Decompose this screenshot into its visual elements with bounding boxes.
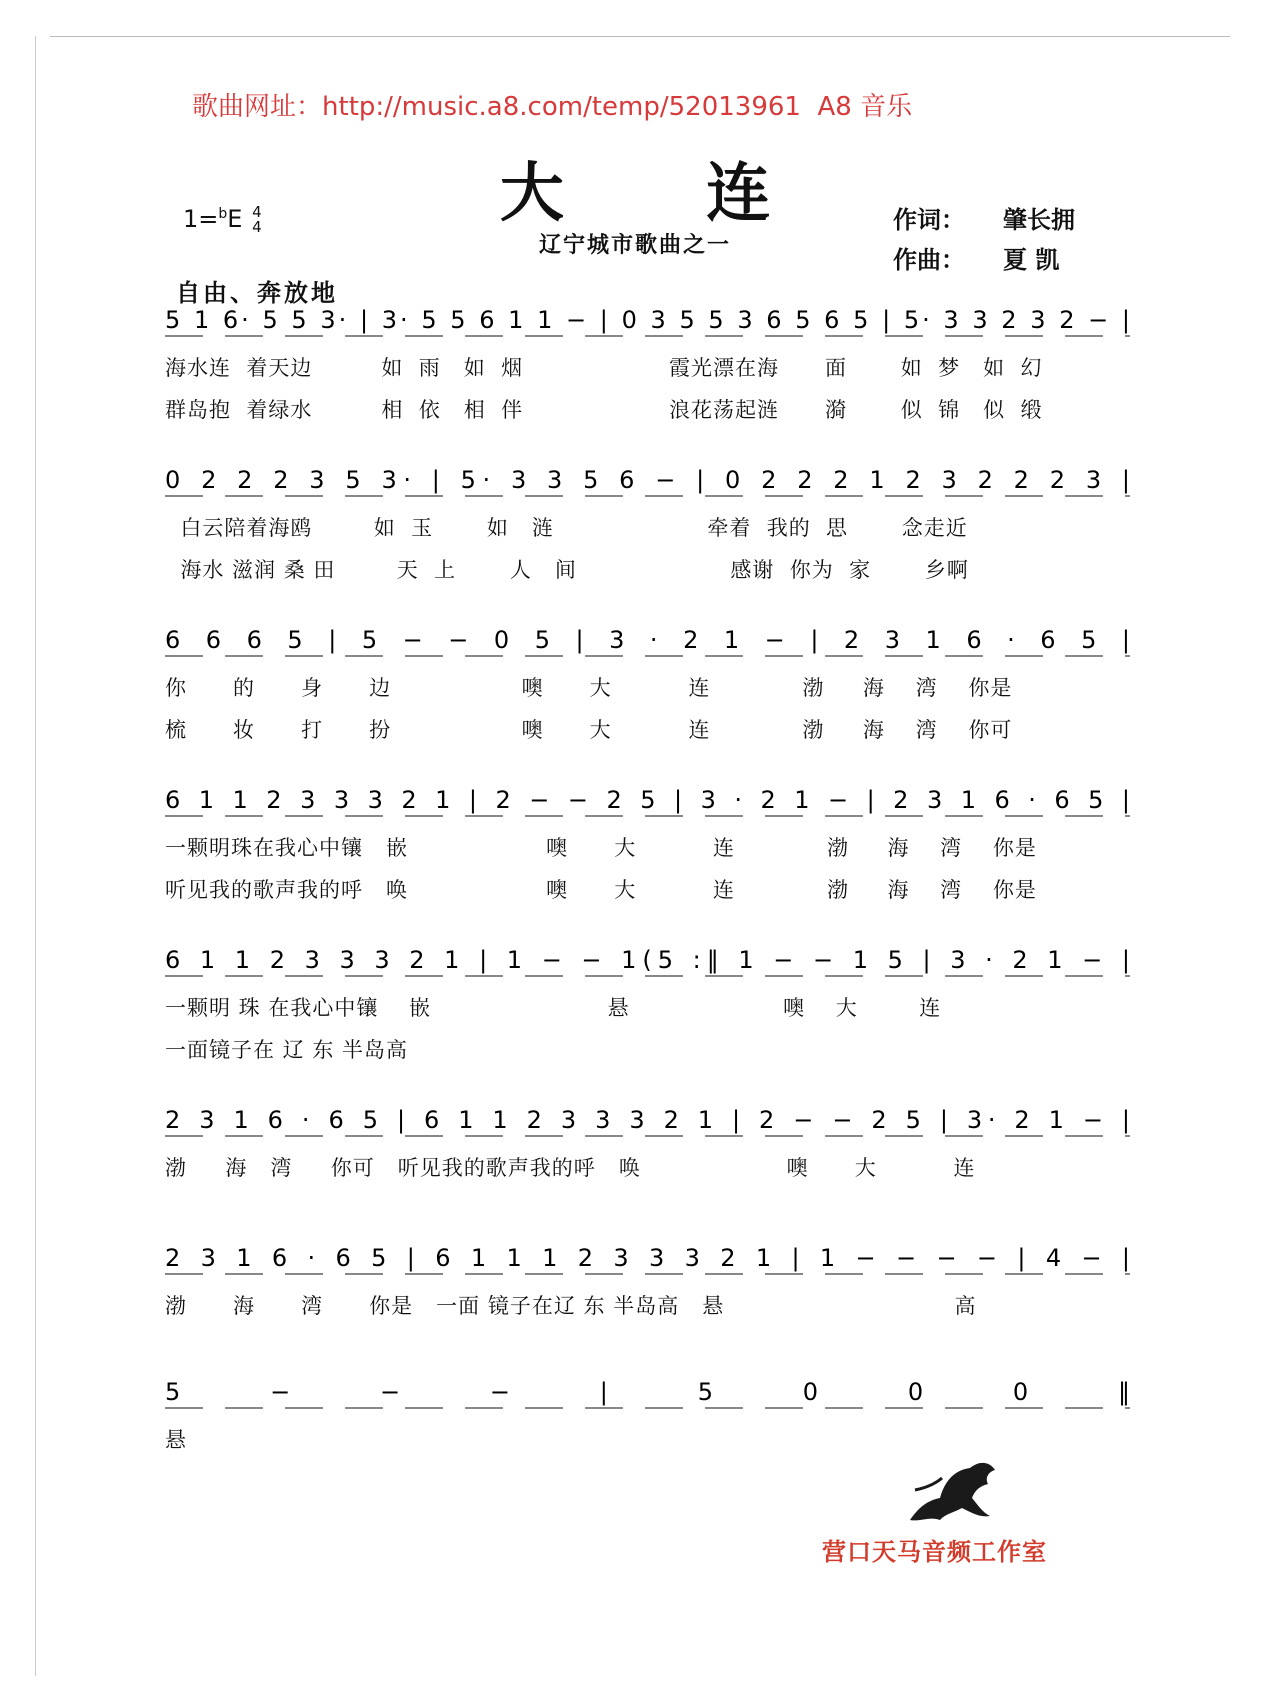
lyric-line: 一面镜子在 辽 东 半岛高: [165, 1038, 409, 1062]
lyric-line: 一颗明珠在我心中镶 嵌 噢 大 连 渤 海 湾 你是: [165, 836, 1037, 860]
notation-text: 5 − − − | 5 0 0 0 ‖: [165, 1378, 1130, 1406]
notation-svg: [165, 292, 1135, 342]
notation-line: [165, 786, 1135, 830]
notation-svg: [165, 612, 1135, 662]
song-url-line: [192, 86, 912, 123]
lyric-line: 悬: [165, 1428, 187, 1452]
page-border-left: [35, 36, 36, 1676]
key-flat: b: [218, 206, 228, 222]
url-label: 歌曲网址：: [192, 92, 323, 122]
notation-line: [165, 466, 1135, 510]
site-name: A8 音乐: [817, 92, 913, 122]
composer-label: 作曲：: [893, 245, 965, 274]
page-border-top: [50, 36, 1230, 37]
lyric-line: 渤 海 湾 你可 听见我的歌声我的呼 唤 噢 大 连: [165, 1156, 976, 1180]
score-system: [165, 1244, 1135, 1332]
notation-text: 6 1 1 2 3 3 3 2 1 | 2 − − 2 5 | 3 · 2 1 − | 2 3 1 6 · 6 5 |: [165, 786, 1130, 814]
notation-svg: [165, 1230, 1135, 1280]
lyricist-row: [893, 200, 1075, 240]
studio-name: 营口天马音频工作室: [822, 1537, 1047, 1566]
lyric-line: 梳 妆 打 扮 噢 大 连 渤 海 湾 你可: [165, 718, 1013, 742]
lyric-line: 你 的 身 边 噢 大 连 渤 海 湾 你是: [165, 676, 1013, 700]
lyric-line: 渤 海 湾 你是 一面 镜子在辽 东 半岛高 悬 高: [165, 1294, 977, 1318]
score-system: [165, 306, 1135, 436]
notation-svg: [165, 932, 1135, 982]
song-title: 大 连: [499, 156, 831, 231]
tempo-marking: 自由、奔放地: [176, 278, 338, 307]
notation-text: 0 2 2 2 3 5 3· | 5· 3 3 5 6 − | 0 2 2 2 1 2 3 2 2 2 3 |: [165, 466, 1131, 494]
time-signature: [252, 205, 262, 235]
horse-logo-icon: [900, 1450, 1000, 1530]
time-bottom: 4: [252, 218, 262, 236]
notation-line: [165, 626, 1135, 670]
credits: [893, 200, 1075, 280]
lyricist-name: 肇长拥: [1003, 205, 1075, 234]
lyricist-label: 作词：: [893, 205, 965, 234]
lyric-line: 白云陪着海鸥 如 玉 如 涟 牵着 我的 思 念走近: [165, 516, 968, 540]
notation-svg: [165, 1364, 1135, 1414]
notation-text: 5 1 6· 5 5 3· | 3· 5 5 6 1 1 − | 0 3 5 5 3 6 5 6 5 | 5· 3 3 2 3 2 − |: [165, 306, 1131, 334]
key-note: E: [227, 205, 243, 233]
notation-line: [165, 1106, 1135, 1150]
notation-line: [165, 1378, 1135, 1422]
song-subtitle: 辽宁城市歌曲之一: [538, 232, 731, 258]
notation-line: [165, 946, 1135, 990]
score-system: [165, 786, 1135, 916]
notation-text: 2 3 1 6 · 6 5 | 6 1 1 1 2 3 3 3 2 1 | 1 − − − − | 4 − |: [165, 1244, 1131, 1272]
lyric-line: 一颗明 珠 在我心中镶 嵌 悬 噢 大 连: [165, 996, 942, 1020]
lyric-line: 海水 滋润 桑 田 天 上 人 间 感谢 你为 家 乡啊: [165, 558, 969, 582]
key-prefix: 1=: [183, 205, 219, 233]
song-url-link[interactable]: http://music.a8.com/temp/52013961: [322, 92, 801, 122]
composer-row: [893, 240, 1075, 280]
lyric-line: 海水连 着天边 如 雨 如 烟 霞光漂在海 面 如 梦 如 幻: [165, 356, 1043, 380]
notation-text: 2 3 1 6 · 6 5 | 6 1 1 2 3 3 3 2 1 | 2 − − 2 5 | 3· 2 1 − |: [165, 1106, 1130, 1134]
composer-name: 夏 凯: [1003, 245, 1060, 274]
lyric-line: 群岛抱 着绿水 相 依 相 伴 浪花荡起涟 漪 似 锦 似 缎: [165, 398, 1043, 422]
time-top: 4: [252, 203, 262, 221]
notation-svg: [165, 1092, 1135, 1142]
notation-svg: [165, 452, 1135, 502]
score-system: [165, 626, 1135, 756]
score-system: [165, 466, 1135, 596]
notation-line: [165, 1244, 1135, 1288]
notation-text: 6 6 6 5 | 5 − − 0 5 | 3 · 2 1 − | 2 3 1 6 · 6 5 |: [165, 626, 1130, 654]
notation-line: [165, 306, 1135, 350]
score-system: [165, 1106, 1135, 1194]
notation-text: 6 1 1 2 3 3 3 2 1 | 1 − − 1(5 :‖ 1 − − 1 5 | 3 · 2 1 − |: [165, 946, 1130, 974]
lyric-line: 听见我的歌声我的呼 唤 噢 大 连 渤 海 湾 你是: [165, 878, 1037, 902]
notation-svg: [165, 772, 1135, 822]
score-system: [165, 946, 1135, 1076]
key-signature: [183, 205, 262, 235]
